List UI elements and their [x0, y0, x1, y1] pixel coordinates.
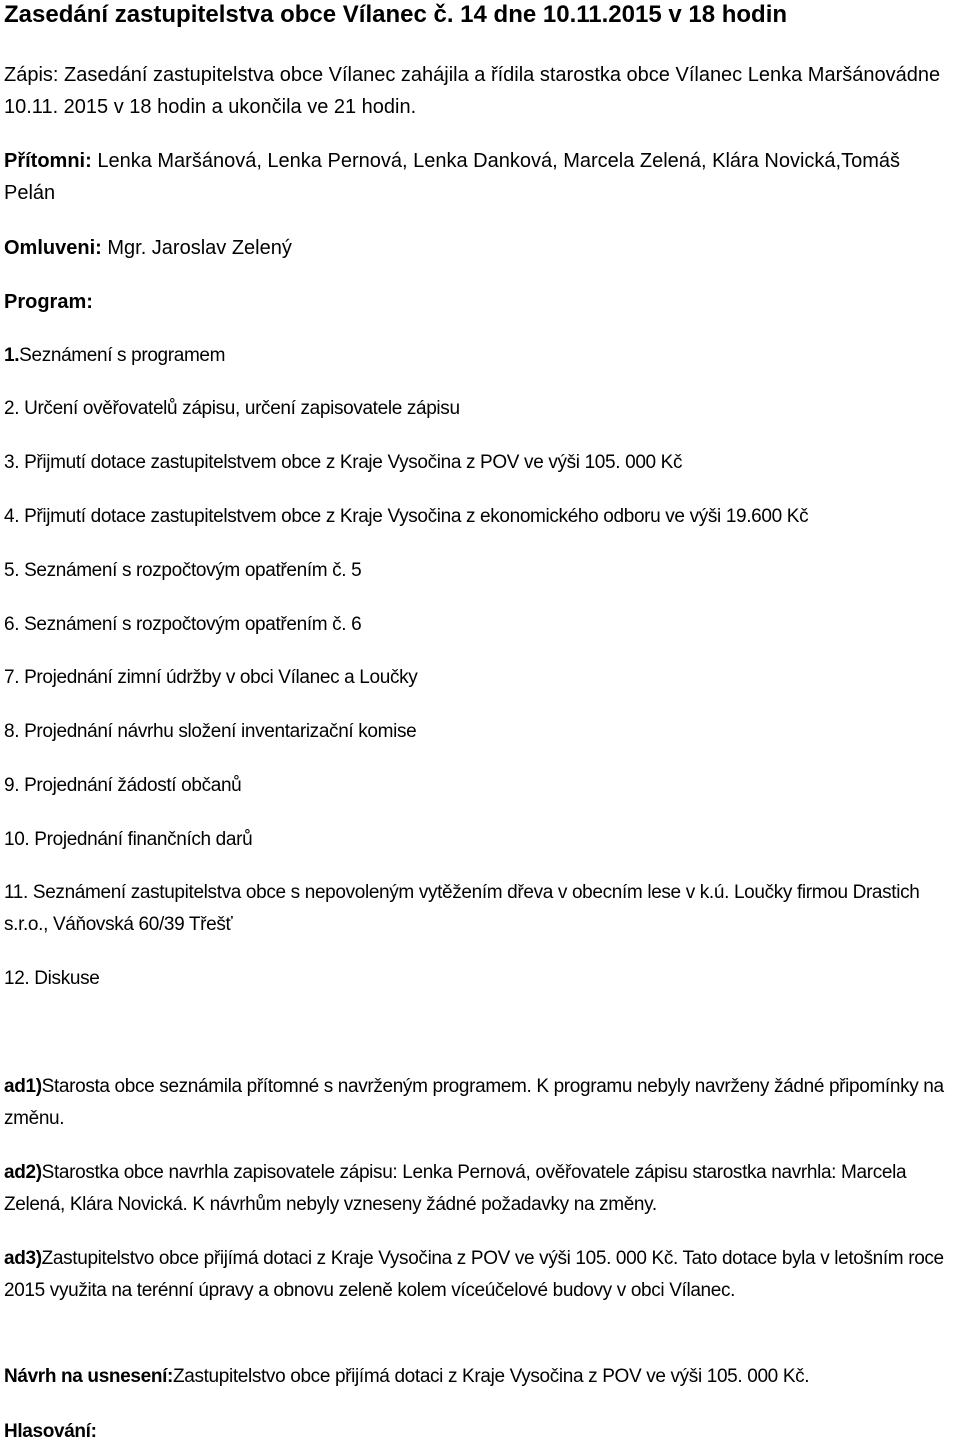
program-item — [4, 877, 956, 941]
program-item — [4, 716, 956, 748]
program-item — [4, 824, 956, 856]
program-item-number: 12. — [4, 968, 30, 989]
ad-label: ad1) — [4, 1076, 42, 1097]
resolution-label: Návrh na usnesení: — [4, 1366, 173, 1387]
program-item-number: 1. — [4, 345, 20, 366]
resolution-proposal — [4, 1361, 956, 1393]
program-item-text: Seznámení s rozpočtovým opatřením č. 5 — [19, 560, 362, 581]
program-item — [4, 770, 956, 802]
attendees-label: Přítomni: — [4, 150, 92, 172]
program-item — [4, 447, 956, 479]
ad-text: Starostka obce navrhla zapisovatele zápisu: Lenka Pernová, ověřovatele zápisu starostka navrhla: Marcela Zelená, Klára Novická. K návrhům nebyly vzneseny žádné požadavky na změny. — [4, 1162, 907, 1215]
program-item-text: Projednání zimní údržby v obci Vílanec a Loučky — [19, 667, 418, 688]
program-item-text: Přijmutí dotace zastupitelstvem obce z Kraje Vysočina z POV ve výši 105. 000 Kč — [19, 452, 683, 473]
program-item — [4, 393, 956, 425]
excused-value: Mgr. Jaroslav Zelený — [101, 237, 292, 259]
program-item-text: Určení ověřovatelů zápisu, určení zapisovatele zápisu — [19, 398, 460, 419]
voting-label: Hlasování: — [4, 1421, 97, 1442]
program-item-number: 10. — [4, 829, 30, 850]
program-item-text: Projednání návrhu složení inventarizační komise — [19, 721, 417, 742]
program-item — [4, 963, 956, 995]
program-item — [4, 501, 956, 533]
ad-paragraph — [4, 1243, 956, 1307]
ad-text: Starosta obce seznámila přítomné s navrženým programem. K programu nebyly navrženy žádné připomínky na změnu. — [4, 1076, 944, 1129]
program-item-number: 4. — [4, 506, 20, 527]
program-item-text: Projednání finančních darů — [29, 829, 253, 850]
program-item-text: Projednání žádostí občanů — [19, 775, 242, 796]
program-item-text: Seznámení s programem — [19, 345, 226, 366]
program-item-number: 7. — [4, 667, 20, 688]
program-item-text: Seznámení s rozpočtovým opatřením č. 6 — [19, 614, 362, 635]
program-item-number: 9. — [4, 775, 20, 796]
program-item-number: 11. — [4, 882, 28, 903]
program-item-text: Seznámení zastupitelstva obce s nepovoleným vytěžením dřeva v obecním lese v k.ú. Loučky firmou Drastich s.r.o., Váňovská 60/39 Třešť — [4, 882, 920, 935]
ad-paragraph — [4, 1071, 956, 1135]
attendees-value: Lenka Maršánová, Lenka Pernová, Lenka Danková, Marcela Zelená, Klára Novická,Tomáš Pelán — [4, 150, 900, 204]
program-item — [4, 609, 956, 641]
ad-paragraph — [4, 1157, 956, 1221]
program-item-number: 6. — [4, 614, 20, 635]
ad-label: ad2) — [4, 1162, 42, 1183]
program-item-number: 8. — [4, 721, 20, 742]
program-item-number: 3. — [4, 452, 20, 473]
program-item — [4, 555, 956, 587]
ad-label: ad3) — [4, 1248, 42, 1269]
ad-text: Zastupitelstvo obce přijímá dotaci z Kraje Vysočina z POV ve výši 105. 000 Kč. Tato dotace byla v letošním roce 2015 využita na terénní úpravy a obnovu zeleně kolem víceúčelové budovy v obci Vílanec. — [4, 1248, 944, 1301]
program-item-number: 2. — [4, 398, 20, 419]
program-label: Program: — [4, 291, 93, 313]
excused-paragraph — [4, 232, 956, 264]
program-item-number: 5. — [4, 560, 20, 581]
document-title: Zasedání zastupitelstva obce Vílanec č. 14 dne 10.11.2015 v 18 hodin — [4, 1, 788, 28]
resolution-text: Zastupitelstvo obce přijímá dotaci z Kraje Vysočina z POV ve výši 105. 000 Kč. — [172, 1366, 810, 1387]
program-item-text: Přijmutí dotace zastupitelstvem obce z Kraje Vysočina z ekonomického odboru ve výši 19.600 Kč — [19, 506, 809, 527]
program-item — [4, 662, 956, 694]
program-item-text: Diskuse — [29, 968, 100, 989]
excused-label: Omluveni: — [4, 237, 102, 259]
attendees-paragraph — [4, 145, 956, 209]
zapis-paragraph: Zápis: Zasedání zastupitelstva obce Vílanec zahájila a řídila starostka obce Vílanec Lenka Maršánovádne 10.11. 2015 v 18 hodin a ukončila ve 21 hodin. — [4, 64, 941, 118]
program-item — [4, 340, 956, 372]
